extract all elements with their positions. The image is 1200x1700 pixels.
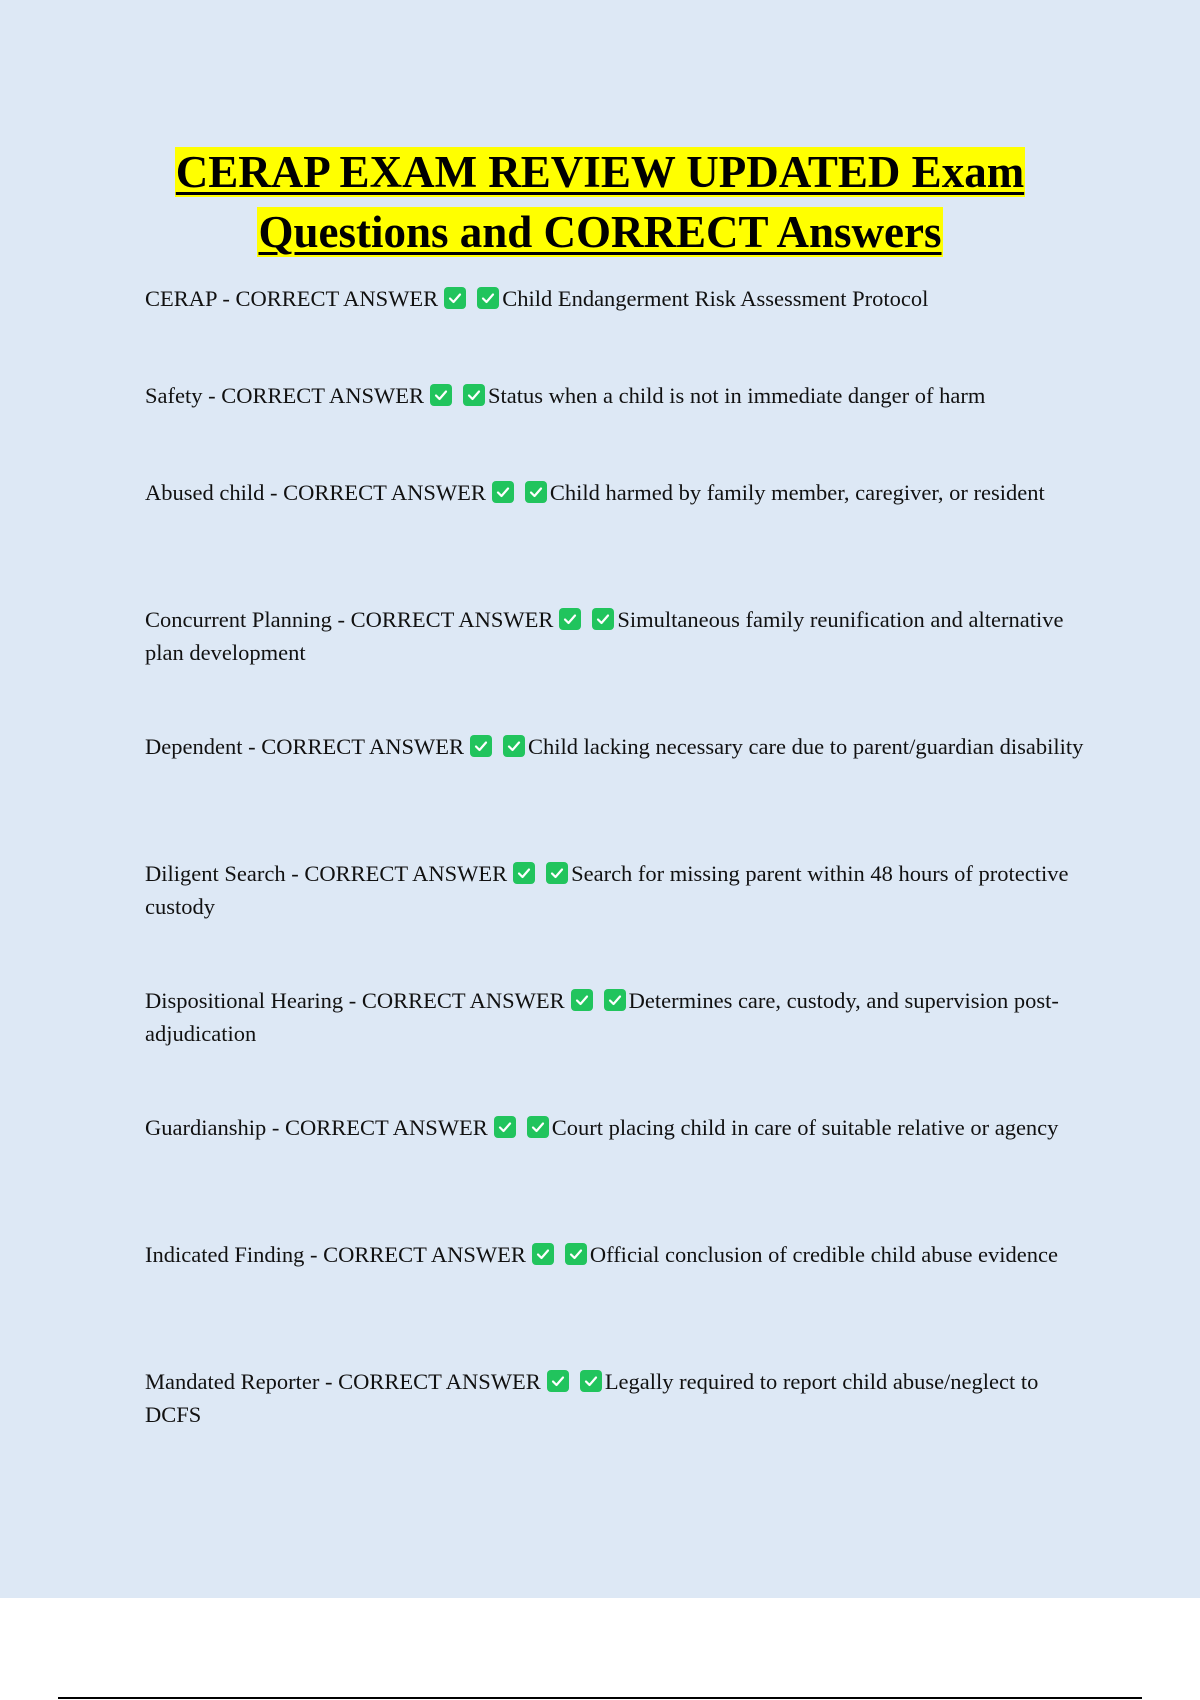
qa-entry: Guardianship - CORRECT ANSWER Court placing child in care of suitable relative or agency: [145, 1115, 1059, 1140]
entry-term: Diligent Search: [145, 861, 286, 886]
entry-definition: Determines care, custody, and supervision post-adjudication: [145, 988, 1059, 1046]
check-mark-button-icon: [463, 384, 485, 406]
check-mark-button-icon: [559, 608, 581, 630]
answer-label: CORRECT ANSWER: [350, 607, 554, 632]
answer-label: CORRECT ANSWER: [361, 988, 565, 1013]
qa-entry: Dispositional Hearing - CORRECT ANSWER Determines care, custody, and supervision post-adjudication: [145, 988, 1059, 1046]
qa-entry: Indicated Finding - CORRECT ANSWER Official conclusion of credible child abuse evidence: [145, 1242, 1059, 1267]
entry-definition: Official conclusion of credible child abuse evidence: [589, 1242, 1059, 1267]
answer-label: CORRECT ANSWER: [323, 1242, 526, 1267]
check-mark-button-icon: [532, 1243, 554, 1265]
check-mark-button-icon: [525, 481, 547, 503]
answer-label: CORRECT ANSWER: [235, 286, 439, 311]
check-mark-button-icon: [513, 862, 535, 884]
check-mark-button-icon: [444, 287, 466, 309]
entry-term: CERAP: [145, 286, 217, 311]
qa-entry: Safety - CORRECT ANSWER Status when a child is not in immediate danger of harm: [145, 383, 986, 408]
entry-definition: Status when a child is not in immediate danger of harm: [487, 383, 986, 408]
qa-entry: Diligent Search - CORRECT ANSWER Search for missing parent within 48 hours of protective custody: [145, 861, 1069, 919]
entry-definition: Legally required to report child abuse/neglect to DCFS: [145, 1369, 1039, 1427]
entry-term: Dispositional Hearing: [145, 988, 344, 1013]
check-mark-button-icon: [580, 1370, 602, 1392]
qa-entry: Abused child - CORRECT ANSWER Child harmed by family member, caregiver, or resident: [145, 480, 1045, 505]
check-mark-button-icon: [470, 735, 492, 757]
check-mark-button-icon: [565, 1243, 587, 1265]
entry-term: Dependent: [145, 734, 243, 759]
check-mark-button-icon: [604, 989, 626, 1011]
check-mark-button-icon: [477, 287, 499, 309]
entry-term: Mandated Reporter: [145, 1369, 320, 1394]
title-line-2: Questions and CORRECT Answers: [258, 207, 942, 257]
page-title: [0, 142, 1200, 262]
qa-entry: Mandated Reporter - CORRECT ANSWER Legally required to report child abuse/neglect to DCFS: [145, 1369, 1039, 1427]
entry-definition: Child Endangerment Risk Assessment Protocol: [502, 286, 929, 311]
answer-label: CORRECT ANSWER: [304, 861, 508, 886]
check-mark-button-icon: [503, 735, 525, 757]
check-mark-button-icon: [430, 384, 452, 406]
footer-divider: [58, 1697, 1142, 1699]
qa-entry: Dependent - CORRECT ANSWER Child lacking necessary care due to parent/guardian disability: [145, 734, 1084, 759]
qa-entry: Concurrent Planning - CORRECT ANSWER Simultaneous family reunification and alternative plan development: [145, 607, 1064, 665]
entry-term: Abused child: [145, 480, 265, 505]
entry-definition: Child harmed by family member, caregiver, or resident: [549, 480, 1045, 505]
check-mark-button-icon: [547, 1370, 569, 1392]
answer-label: CORRECT ANSWER: [284, 1115, 488, 1140]
entry-term: Guardianship: [145, 1115, 267, 1140]
answer-label: CORRECT ANSWER: [261, 734, 464, 759]
answer-label: CORRECT ANSWER: [221, 383, 424, 408]
check-mark-button-icon: [527, 1116, 549, 1138]
check-mark-button-icon: [592, 608, 614, 630]
check-mark-button-icon: [546, 862, 568, 884]
entry-term: Concurrent Planning: [145, 607, 332, 632]
title-line-1: CERAP EXAM REVIEW UPDATED Exam: [175, 147, 1025, 197]
entry-definition: Search for missing parent within 48 hours of protective custody: [145, 861, 1069, 919]
qa-entry: CERAP - CORRECT ANSWER Child Endangerment Risk Assessment Protocol: [145, 286, 929, 311]
answer-label: CORRECT ANSWER: [283, 480, 486, 505]
check-mark-button-icon: [571, 989, 593, 1011]
entry-term: Indicated Finding: [145, 1242, 305, 1267]
answer-label: CORRECT ANSWER: [338, 1369, 541, 1394]
entry-definition: Child lacking necessary care due to parent/guardian disability: [527, 734, 1084, 759]
check-mark-button-icon: [492, 481, 514, 503]
entry-definition: Simultaneous family reunification and alternative plan development: [145, 607, 1064, 665]
entry-term: Safety: [145, 383, 203, 408]
check-mark-button-icon: [494, 1116, 516, 1138]
entry-definition: Court placing child in care of suitable relative or agency: [551, 1115, 1059, 1140]
